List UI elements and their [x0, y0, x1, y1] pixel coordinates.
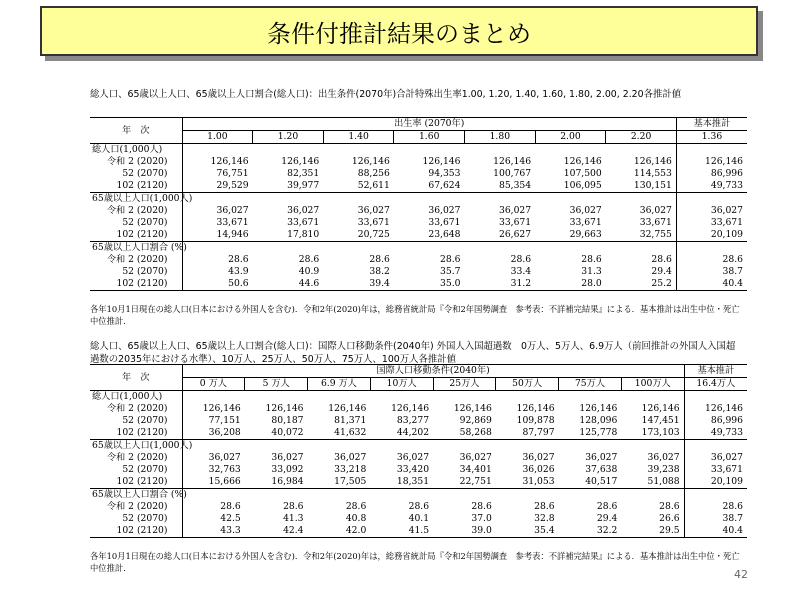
table1-note: 各年10月1日現在の総人口(日本における外国人を含む)．令和2年(2020)年は，総務省統計局『令和2年国勢調査 参考表：不詳補完結果』による．基本推計は出生中位・死亡中位推計． [90, 304, 740, 326]
value-cell: 126,146 [265, 403, 304, 414]
value-cell: 126,146 [391, 403, 430, 414]
base-value-cell: 126,146 [684, 403, 747, 415]
row-label: 令和 2 (2020) [106, 452, 168, 463]
value-cell: 28.6 [471, 501, 492, 512]
empty-cell [182, 391, 245, 404]
value-cell: 18,351 [396, 476, 430, 487]
value-cell: 32,763 [182, 464, 245, 476]
column-header: 1.00 [182, 131, 253, 144]
empty-cell [465, 242, 536, 255]
value-cell: 81,371 [334, 415, 367, 426]
value-cell: 41.5 [370, 525, 433, 538]
section-row [90, 242, 747, 255]
value-cell: 36,027 [585, 452, 618, 463]
value-cell: 126,146 [633, 156, 672, 167]
empty-cell [676, 144, 747, 157]
value-cell: 41,632 [334, 427, 367, 438]
value-cell: 88,256 [357, 168, 390, 179]
base-header: 基本推計 [684, 365, 747, 378]
value-cell: 14,946 [182, 229, 253, 242]
value-cell: 36,027 [522, 452, 555, 463]
empty-cell [496, 489, 559, 502]
empty-cell [606, 144, 677, 157]
value-cell: 35.7 [440, 266, 461, 277]
section-row [90, 193, 747, 206]
value-cell: 126,146 [641, 403, 680, 414]
value-cell: 33,671 [569, 217, 602, 228]
value-cell: 26.6 [659, 513, 680, 524]
empty-cell [559, 391, 622, 404]
value-cell: 33,671 [639, 217, 672, 228]
section-label: 総人口(1,000人) [92, 144, 163, 155]
empty-cell [535, 144, 606, 157]
value-cell: 36,026 [522, 464, 555, 475]
value-cell: 28.6 [298, 254, 320, 265]
empty-cell [182, 489, 245, 502]
value-cell: 26,627 [498, 229, 532, 240]
empty-cell [535, 242, 606, 255]
empty-cell [676, 242, 747, 255]
value-cell: 126,146 [453, 403, 492, 414]
value-cell: 33.4 [510, 266, 532, 277]
empty-cell [684, 391, 747, 404]
value-cell: 28.0 [535, 278, 606, 291]
value-cell: 36,027 [334, 452, 367, 463]
empty-cell [621, 391, 684, 404]
value-cell: 32.2 [559, 525, 622, 538]
empty-cell [606, 242, 677, 255]
row-label: 102 (2120) [116, 476, 168, 487]
value-cell: 83,277 [396, 415, 430, 426]
value-cell: 42.0 [308, 525, 371, 538]
value-cell: 33,092 [271, 464, 304, 475]
section-row [90, 440, 747, 453]
section-row [90, 144, 747, 157]
base-column-header: 16.4万人 [684, 378, 747, 391]
value-cell: 114,553 [633, 168, 672, 179]
empty-cell [323, 242, 394, 255]
table-row [90, 525, 747, 538]
value-cell: 130,151 [633, 180, 672, 191]
base-column-header: 1.36 [676, 131, 747, 144]
row-label: 令和 2 (2020) [106, 501, 168, 512]
value-cell: 28.6 [283, 501, 304, 512]
empty-cell [308, 391, 371, 404]
table1 [90, 117, 747, 291]
empty-cell [535, 193, 606, 206]
value-cell: 107,500 [563, 168, 602, 179]
value-cell: 29.4 [651, 266, 672, 277]
value-cell: 35.4 [496, 525, 559, 538]
table-row [90, 501, 747, 513]
empty-cell [370, 391, 433, 404]
empty-cell [245, 440, 308, 453]
value-cell: 28.6 [651, 254, 672, 265]
column-header: 1.80 [465, 131, 536, 144]
value-cell: 31.2 [465, 278, 536, 291]
empty-cell [465, 193, 536, 206]
table-row [90, 513, 747, 525]
value-cell: 126,146 [351, 156, 390, 167]
value-cell: 87,797 [522, 427, 555, 438]
value-cell: 17,810 [287, 229, 320, 240]
empty-cell [559, 440, 622, 453]
row-label: 令和 2 (2020) [106, 254, 168, 265]
table-row [90, 156, 747, 168]
row-label: 52 (2070) [122, 415, 168, 426]
table2-note: 各年10月1日現在の総人口(日本における外国人を含む)．令和2年(2020)年は，総務省統計局『令和2年国勢調査 参考表：不詳補完結果』による．基本推計は出生中位・死亡中位推計． [90, 551, 740, 573]
empty-cell [394, 193, 465, 206]
column-header: 50万人 [496, 378, 559, 391]
value-cell: 36,027 [428, 205, 461, 216]
value-cell: 28.6 [440, 254, 461, 265]
value-cell: 33,218 [334, 464, 367, 475]
table-row [90, 229, 747, 242]
row-label: 令和 2 (2020) [106, 403, 168, 414]
value-cell: 37.0 [471, 513, 492, 524]
value-cell: 109,878 [516, 415, 555, 426]
value-cell: 40.9 [298, 266, 320, 277]
value-cell: 125,778 [579, 427, 618, 438]
value-cell: 36,027 [569, 205, 602, 216]
row-label: 102 (2120) [116, 180, 168, 191]
section-label: 65歳以上人口割合 (%) [92, 242, 187, 253]
row-label: 52 (2070) [122, 513, 168, 524]
base-value-cell: 38.7 [676, 266, 747, 278]
value-cell: 36,208 [182, 427, 245, 440]
value-cell: 36,027 [647, 452, 680, 463]
column-header: 1.40 [323, 131, 394, 144]
empty-cell [394, 242, 465, 255]
empty-cell [253, 193, 324, 206]
value-cell: 33,671 [287, 217, 320, 228]
value-cell: 128,096 [579, 415, 618, 426]
value-cell: 77,151 [182, 415, 245, 427]
empty-cell [394, 144, 465, 157]
column-header: 5 万人 [245, 378, 308, 391]
value-cell: 126,146 [493, 156, 532, 167]
value-cell: 126,146 [579, 403, 618, 414]
value-cell: 28.6 [659, 501, 680, 512]
value-cell: 82,351 [287, 168, 320, 179]
slide-title: 条件付推計結果のまとめ [40, 6, 758, 56]
value-cell: 147,451 [641, 415, 680, 426]
value-cell: 36,027 [182, 452, 245, 464]
base-value-cell: 36,027 [676, 205, 747, 217]
value-cell: 29,663 [569, 229, 602, 240]
value-cell: 15,666 [182, 476, 245, 489]
value-cell: 36,027 [271, 452, 304, 463]
value-cell: 36,027 [459, 452, 492, 463]
empty-cell [621, 440, 684, 453]
value-cell: 126,146 [281, 156, 320, 167]
value-cell: 126,146 [328, 403, 367, 414]
column-header: 10万人 [370, 378, 433, 391]
empty-cell [245, 489, 308, 502]
value-cell: 36,027 [357, 205, 390, 216]
value-cell: 33,671 [357, 217, 390, 228]
value-cell: 33,420 [396, 464, 430, 475]
base-header: 基本推計 [676, 118, 747, 131]
row-label: 52 (2070) [122, 266, 168, 277]
value-cell: 39.0 [433, 525, 496, 538]
value-cell: 173,103 [641, 427, 680, 438]
value-cell: 80,187 [271, 415, 304, 426]
empty-cell [496, 440, 559, 453]
row-label: 102 (2120) [90, 278, 182, 291]
value-cell: 126,146 [516, 403, 555, 414]
section-row [90, 489, 747, 502]
value-cell: 33,671 [428, 217, 461, 228]
table-row [90, 180, 747, 193]
section-label: 65歳以上人口(1,000人) [92, 193, 193, 204]
empty-cell [182, 242, 253, 255]
table-row [90, 452, 747, 464]
value-cell: 42.5 [182, 513, 245, 525]
base-value-cell: 20,109 [676, 229, 747, 242]
empty-cell [559, 489, 622, 502]
empty-cell [676, 193, 747, 206]
base-value-cell: 40.4 [684, 525, 747, 538]
value-cell: 35.0 [394, 278, 465, 291]
value-cell: 17,505 [334, 476, 367, 487]
value-cell: 44,202 [396, 427, 430, 438]
column-header: 6.9 万人 [308, 378, 371, 391]
empty-cell [370, 440, 433, 453]
header-row [90, 378, 747, 391]
base-value-cell: 86,996 [676, 168, 747, 180]
base-value-cell: 86,996 [684, 415, 747, 427]
value-cell: 126,146 [182, 403, 245, 415]
header-row [90, 118, 747, 131]
value-cell: 106,095 [563, 180, 602, 191]
group-header: 国際人口移動条件(2040年) [182, 365, 684, 378]
value-cell: 38.2 [369, 266, 390, 277]
empty-cell [370, 489, 433, 502]
base-value-cell: 28.6 [684, 501, 747, 513]
table2 [90, 364, 747, 538]
value-cell: 32,755 [639, 229, 672, 240]
value-cell: 126,146 [182, 156, 253, 168]
group-header: 出生率 (2070年) [182, 118, 676, 131]
value-cell: 16,984 [271, 476, 304, 487]
value-cell: 126,146 [563, 156, 602, 167]
value-cell: 25.2 [606, 278, 677, 291]
empty-cell [433, 391, 496, 404]
table1-heading: 総人口、65歳以上人口、65歳以上人口割合(総人口)：出生条件(2070年)合計特殊出生率1.00, 1.20, 1.40, 1.60, 1.80, 2.00, 2.20各推計値 [90, 89, 682, 100]
row-header: 年 次 [90, 365, 182, 391]
value-cell: 94,353 [428, 168, 461, 179]
value-cell: 28.6 [581, 254, 602, 265]
base-value-cell: 49,733 [684, 427, 747, 440]
value-cell: 23,648 [428, 229, 461, 240]
empty-cell [253, 144, 324, 157]
value-cell: 92,869 [459, 415, 492, 426]
empty-cell [606, 193, 677, 206]
value-cell: 37,638 [585, 464, 618, 475]
empty-cell [253, 242, 324, 255]
column-header: 75万人 [559, 378, 622, 391]
table-row [90, 278, 747, 291]
value-cell: 28.6 [182, 501, 245, 513]
base-value-cell: 40.4 [676, 278, 747, 291]
value-cell: 20,725 [357, 229, 390, 240]
table-row [90, 168, 747, 180]
empty-cell [323, 193, 394, 206]
column-header: 2.20 [606, 131, 677, 144]
section-label: 総人口(1,000人) [92, 391, 163, 402]
header-row [90, 365, 747, 378]
value-cell: 44.6 [253, 278, 324, 291]
value-cell: 40.8 [345, 513, 367, 524]
row-label: 52 (2070) [122, 464, 168, 475]
row-label: 102 (2120) [116, 427, 168, 438]
empty-cell [308, 440, 371, 453]
value-cell: 39,238 [647, 464, 680, 475]
row-label: 102 (2120) [90, 525, 182, 538]
value-cell: 28.6 [369, 254, 390, 265]
value-cell: 36,027 [287, 205, 320, 216]
value-cell: 100,767 [493, 168, 532, 179]
value-cell: 28.6 [182, 254, 253, 266]
value-cell: 31,053 [522, 476, 555, 487]
column-header: 1.20 [253, 131, 324, 144]
table-row [90, 476, 747, 489]
column-header: 100万人 [621, 378, 684, 391]
empty-cell [182, 193, 253, 206]
value-cell: 43.9 [182, 266, 253, 278]
section-label: 65歳以上人口(1,000人) [92, 440, 193, 451]
value-cell: 28.6 [408, 501, 430, 512]
column-header: 1.60 [394, 131, 465, 144]
value-cell: 28.6 [510, 254, 532, 265]
table-row [90, 217, 747, 229]
value-cell: 33,671 [498, 217, 532, 228]
value-cell: 85,354 [498, 180, 532, 191]
base-value-cell: 38.7 [684, 513, 747, 525]
table2-heading: 総人口、65歳以上人口、65歳以上人口割合(総人口)：国際人口移動条件(2040年) 外国人入国超過数 0万人、5万人、6.9万人（前回推計の外国人入国超過数の2035年における水準）、10万人、25万人、50万人、75万人、100万人各推計値 [90, 341, 736, 365]
value-cell: 36,027 [639, 205, 672, 216]
value-cell: 40,072 [271, 427, 304, 438]
value-cell: 33,671 [182, 217, 253, 229]
empty-cell [182, 144, 253, 157]
value-cell: 28.6 [345, 501, 367, 512]
value-cell: 126,146 [422, 156, 461, 167]
empty-cell [433, 489, 496, 502]
empty-cell [465, 144, 536, 157]
empty-cell [308, 489, 371, 502]
value-cell: 36,027 [396, 452, 430, 463]
base-value-cell: 33,671 [676, 217, 747, 229]
row-label: 52 (2070) [122, 168, 168, 179]
value-cell: 34,401 [459, 464, 492, 475]
row-label: 52 (2070) [122, 217, 168, 228]
base-value-cell: 126,146 [676, 156, 747, 168]
empty-cell [496, 391, 559, 404]
value-cell: 39,977 [287, 180, 320, 191]
value-cell: 52,611 [357, 180, 390, 191]
base-value-cell: 33,671 [684, 464, 747, 476]
section-label: 65歳以上人口割合 (%) [92, 489, 187, 500]
value-cell: 22,751 [459, 476, 492, 487]
value-cell: 28.6 [596, 501, 618, 512]
section-row [90, 391, 747, 404]
column-header: 25万人 [433, 378, 496, 391]
row-label: 令和 2 (2020) [106, 156, 168, 167]
value-cell: 29,529 [182, 180, 253, 193]
row-label: 102 (2120) [116, 229, 168, 240]
page-number: 42 [734, 568, 748, 581]
base-value-cell: 20,109 [684, 476, 747, 489]
column-header: 2.00 [535, 131, 606, 144]
base-value-cell: 28.6 [676, 254, 747, 266]
table-row [90, 403, 747, 415]
value-cell: 40.1 [408, 513, 430, 524]
table-row [90, 415, 747, 427]
value-cell: 36,027 [498, 205, 532, 216]
table-row [90, 464, 747, 476]
value-cell: 43.3 [182, 525, 245, 538]
empty-cell [245, 391, 308, 404]
header-row [90, 131, 747, 144]
empty-cell [684, 440, 747, 453]
value-cell: 50.6 [182, 278, 253, 291]
value-cell: 29.5 [621, 525, 684, 538]
value-cell: 58,268 [459, 427, 492, 438]
base-value-cell: 36,027 [684, 452, 747, 464]
empty-cell [684, 489, 747, 502]
empty-cell [621, 489, 684, 502]
value-cell: 32.8 [534, 513, 555, 524]
base-value-cell: 49,733 [676, 180, 747, 193]
table-row [90, 254, 747, 266]
value-cell: 40,517 [585, 476, 618, 487]
value-cell: 41.3 [283, 513, 304, 524]
empty-cell [433, 440, 496, 453]
table-row [90, 266, 747, 278]
value-cell: 39.4 [323, 278, 394, 291]
column-header: 0 万人 [182, 378, 245, 391]
value-cell: 28.6 [534, 501, 555, 512]
empty-cell [323, 144, 394, 157]
value-cell: 36,027 [182, 205, 253, 217]
value-cell: 67,624 [428, 180, 461, 191]
value-cell: 29.4 [596, 513, 618, 524]
value-cell: 51,088 [647, 476, 680, 487]
value-cell: 31.3 [581, 266, 602, 277]
row-label: 令和 2 (2020) [106, 205, 168, 216]
value-cell: 76,751 [182, 168, 253, 180]
table-row [90, 427, 747, 440]
table-row [90, 205, 747, 217]
value-cell: 42.4 [245, 525, 308, 538]
row-header: 年 次 [90, 118, 182, 144]
